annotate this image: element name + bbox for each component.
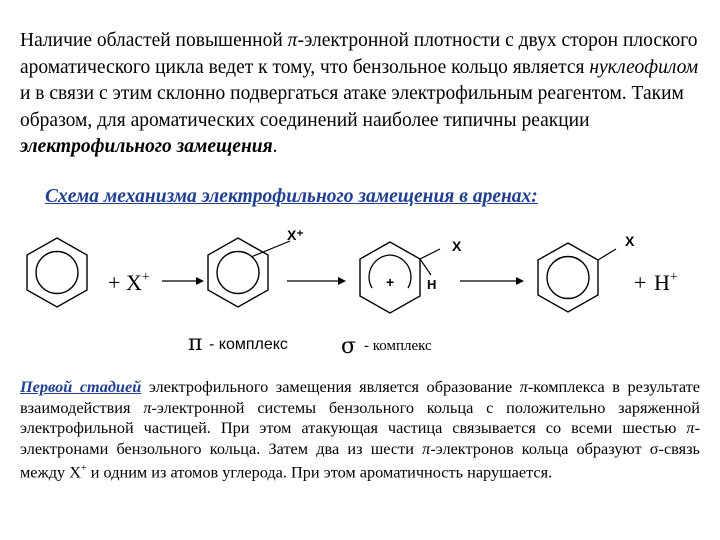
pi-symbol-label: π [188, 331, 203, 356]
para-text-2: -комплекса в результате взаимодействия [20, 377, 700, 417]
h-plus-charge: + [669, 270, 678, 285]
c-x-bond [420, 249, 440, 259]
first-stage-lead: Первой стадией [20, 377, 142, 396]
aromatic-circle-reactant [36, 252, 78, 294]
c-x-bond-product [598, 249, 616, 260]
reaction-scheme [0, 215, 720, 365]
scheme-title: Схема механизма электрофильного замещения в аренах: [45, 186, 538, 207]
h-plus-product [654, 270, 678, 295]
intro-text-4: . [272, 136, 278, 157]
arrow-1-head [196, 277, 204, 285]
para-x-charge: + [81, 463, 87, 474]
sigma-symbol-label: σ [341, 334, 357, 359]
pi-complex-label: - комплекс [209, 336, 288, 353]
sigma-complex-charge: + [386, 274, 395, 290]
c-h-bond [420, 259, 431, 275]
intro-pi-symbol: π [287, 30, 298, 51]
plus-sign-1: + [108, 270, 121, 295]
intro-paragraph [20, 28, 700, 161]
intro-text-3: и в связи с этим склонно подвергаться атаке электрофильным реагентом. Таким образом, для ароматических соединений наиболее типичны реакции [20, 83, 684, 131]
x-plus-reagent [126, 270, 150, 295]
para-pi-4: π [422, 438, 431, 458]
x-plus-letter: X [126, 270, 142, 295]
h-plus-letter: H [654, 270, 670, 295]
first-stage-paragraph [20, 377, 700, 483]
para-pi-1: π [519, 377, 528, 396]
x-sigma-complex: X [452, 238, 462, 254]
para-text-6: и одним из атомов углерода. При этом ароматичность нарушается. [86, 462, 553, 482]
para-pi-2: π [143, 397, 152, 417]
intro-text-1: Наличие областей повышенной [20, 30, 288, 51]
sigma-complex-label: - комплекс [364, 338, 432, 354]
aromatic-circle-product [547, 257, 589, 299]
arrow-2-head [338, 277, 346, 285]
para-text-1: электрофильного замещения является образование [141, 377, 520, 396]
intro-text-2: -электронной плотности с двух сторон плоского ароматического цикла ведет к тому, что бензольное кольцо является [20, 30, 698, 78]
intro-nucleophile: нуклеофилом [589, 56, 699, 78]
aromatic-circle-pi-complex [217, 252, 259, 294]
para-text-5: -электронов кольца образуют σ-связь между X [20, 438, 700, 482]
x-plus-pi-complex: X⁺ [287, 227, 304, 243]
arrow-3-head [516, 277, 524, 285]
intro-electrophilic-substitution: электрофильного замещения [20, 136, 273, 157]
x-product: X [625, 233, 635, 249]
para-pi-3: π [686, 418, 695, 437]
x-plus-charge: + [141, 270, 150, 285]
para-text-3: -электронной системы бензольного кольца с положительно заряженной электрофильной частицей. При этом атакующая частица связывается со всеми шестью [20, 397, 700, 437]
h-sigma-complex: H [427, 277, 437, 292]
plus-sign-2: + [634, 270, 647, 295]
para-text-4: -электронами бензольного кольца. Затем два из шести [20, 418, 700, 458]
